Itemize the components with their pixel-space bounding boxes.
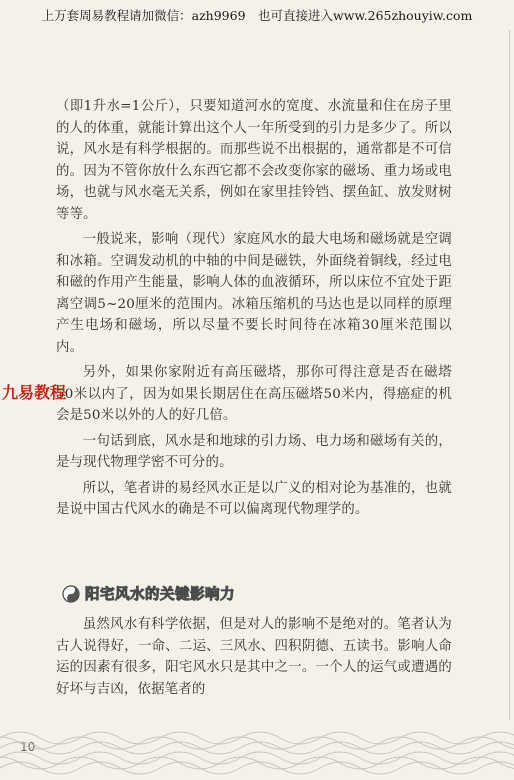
paragraph-4: 一句话到底，风水是和地球的引力场、电力场和磁场有关的，是与现代物理学密不可分的。 — [56, 433, 452, 470]
wave-decoration — [0, 718, 514, 780]
promo-banner-text: 上万套周易教程请加微信：azh9969 也可直接进入www.265zhouyiw.com — [41, 8, 473, 23]
main-text-block — [56, 96, 452, 521]
watermark: 九易教程 — [2, 383, 67, 402]
promo-banner — [0, 6, 514, 24]
paragraph-3: 另外，如果你家附近有高压磁塔，那你可得注意是否在磁塔50米以内了，因为如果长期居住在高压磁塔50米内，得癌症的机会是50米以外的人的好几倍。 — [56, 365, 452, 423]
section-heading — [62, 583, 235, 604]
page-number: 10 — [20, 740, 36, 754]
paragraph-1: （即1升水=1公斤），只要知道河水的宽度、水流量和住在房子里的人的体重，就能计算出这个人一年所受到的引力是多少了。所以说，风水是有科学根据的。而那些说不出根据的，通常都是不可信的。因为不管你放什么东西它都不会改变你家的磁场、重力场或电场，也就与风水毫无关系，例如在家里挂铃铛、摆鱼缸、放发财树等等。 — [56, 99, 452, 222]
section-text-block — [56, 614, 452, 700]
paragraph-2: 一般说来，影响（现代）家庭风水的最大电场和磁场就是空调和冰箱。空调发动机的中轴的中间是磁铁，外面绕着铜线，经过电和磁的作用产生能量，影响人体的血液循环，所以床位不宜处于距离空调5~20厘米的范围内。冰箱压缩机的马达也是以同样的原理产生电场和磁场，所以尽量不要长时间待在冰箱30厘米范围以内。 — [56, 232, 452, 355]
section-paragraph-1: 虽然风水有科学依据，但是对人的影响不是绝对的。笔者认为古人说得好，一命、二运、三风水、四积阴德、五读书。影响人命运的因素有很多，阳宅风水只是其中之一。一个人的运气或遭遇的好坏与吉凶，依据笔者的 — [56, 617, 452, 697]
yin-yang-icon — [62, 585, 80, 603]
section-title: 阳宅风水的关键影响力 — [85, 587, 235, 603]
page-edge-line — [507, 30, 510, 720]
paragraph-5: 所以，笔者讲的易经风水正是以广义的相对论为基准的，也就是说中国古代风水的确是不可以偏离现代物理学的。 — [56, 480, 452, 517]
